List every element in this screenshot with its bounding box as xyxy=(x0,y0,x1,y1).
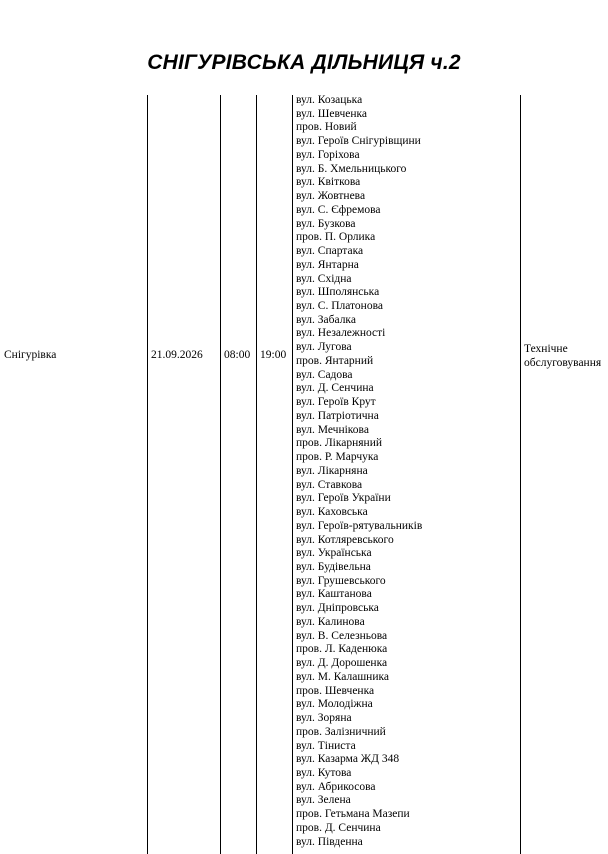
column-divider xyxy=(147,95,148,854)
settlement-cell: Снігурівка xyxy=(4,349,57,361)
street-item: вул. Калинова xyxy=(296,615,365,628)
street-list xyxy=(296,94,422,849)
street-item: вул. Горіхова xyxy=(296,148,360,161)
street-item: вул. Квіткова xyxy=(296,176,361,189)
street-item: вул. Д. Дорошенка xyxy=(296,657,388,670)
street-item: вул. Б. Хмельницького xyxy=(296,162,407,175)
street-item: вул. Лікарняна xyxy=(296,464,368,477)
street-item: вул. Зоряна xyxy=(296,712,352,725)
street-item: вул. Казарма ЖД 348 xyxy=(296,753,400,766)
street-item: вул. Д. Сенчина xyxy=(296,382,374,395)
street-item: вул. В. Селезньова xyxy=(296,629,388,642)
street-item: вул. Котляревського xyxy=(296,533,394,546)
page-title: СНІГУРІВСЬКА ДІЛЬНИЦЯ ч.2 xyxy=(147,51,461,74)
street-item: вул. Ставкова xyxy=(296,478,363,491)
street-item: вул. Шевченка xyxy=(296,107,368,120)
street-item: пров. Л. Каденюка xyxy=(296,643,388,656)
street-item: вул. Жовтнева xyxy=(296,190,366,203)
street-item: вул. Садова xyxy=(296,368,353,381)
end-time-cell: 19:00 xyxy=(260,349,287,361)
street-item: вул. Каховська xyxy=(296,506,368,519)
street-item: вул. Героїв Снігурівщини xyxy=(296,135,421,148)
street-item: вул. Українська xyxy=(296,547,372,560)
street-item: вул. Забалка xyxy=(296,313,356,326)
street-item: пров. Лікарняний xyxy=(296,437,383,450)
street-item: пров. Новий xyxy=(296,121,357,134)
column-divider xyxy=(256,95,257,854)
street-item: вул. Грушевського xyxy=(296,574,386,587)
column-divider xyxy=(292,95,293,854)
street-item: вул. Каштанова xyxy=(296,588,372,601)
date-cell: 21.09.2026 xyxy=(151,349,203,361)
street-item: вул. С. Платонова xyxy=(296,300,383,313)
street-item: вул. Спартака xyxy=(296,245,364,258)
column-divider xyxy=(520,95,521,854)
start-time-cell: 08:00 xyxy=(224,349,251,361)
street-item: вул. Патріотична xyxy=(296,409,379,422)
street-item: вул. Героїв Крут xyxy=(296,396,376,409)
street-item: пров. Р. Марчука xyxy=(296,451,379,464)
street-item: пров. Залізничний xyxy=(296,725,386,738)
street-item: вул. М. Калашника xyxy=(296,670,389,683)
street-item: вул. Янтарна xyxy=(296,258,359,271)
column-divider xyxy=(220,95,221,854)
street-item: вул. Кутова xyxy=(296,766,352,779)
street-item: пров. Шевченка xyxy=(296,684,375,697)
street-item: пров. П. Орлика xyxy=(296,231,376,244)
street-item: вул. Молодіжна xyxy=(296,698,373,711)
street-item: вул. Козацька xyxy=(296,94,363,106)
street-item: вул. Шполянська xyxy=(296,286,380,299)
street-item: вул. Бузкова xyxy=(296,217,356,230)
street-item: вул. Будівельна xyxy=(296,560,371,573)
street-item: вул. С. Єфремова xyxy=(296,203,381,216)
street-item: пров. Янтарний xyxy=(296,354,374,367)
street-item: вул. Південна xyxy=(296,835,363,848)
street-item: вул. Мечнікова xyxy=(296,423,369,436)
street-item: вул. Героїв України xyxy=(296,492,391,505)
street-item: пров. Д. Сенчина xyxy=(296,821,381,834)
street-item: вул. Героїв-рятувальників xyxy=(296,519,423,532)
street-item: вул. Східна xyxy=(296,272,352,285)
street-item: вул. Абрикосова xyxy=(296,780,376,793)
street-item: вул. Зелена xyxy=(296,794,351,807)
street-item: пров. Гетьмана Мазепи xyxy=(296,808,410,821)
street-item: вул. Тіниста xyxy=(296,739,356,752)
street-item: вул. Лугова xyxy=(296,341,352,354)
street-item: вул. Незалежності xyxy=(296,327,386,340)
street-item: вул. Дніпровська xyxy=(296,602,379,615)
reason-cell: Технічне обслуговування xyxy=(524,343,602,369)
